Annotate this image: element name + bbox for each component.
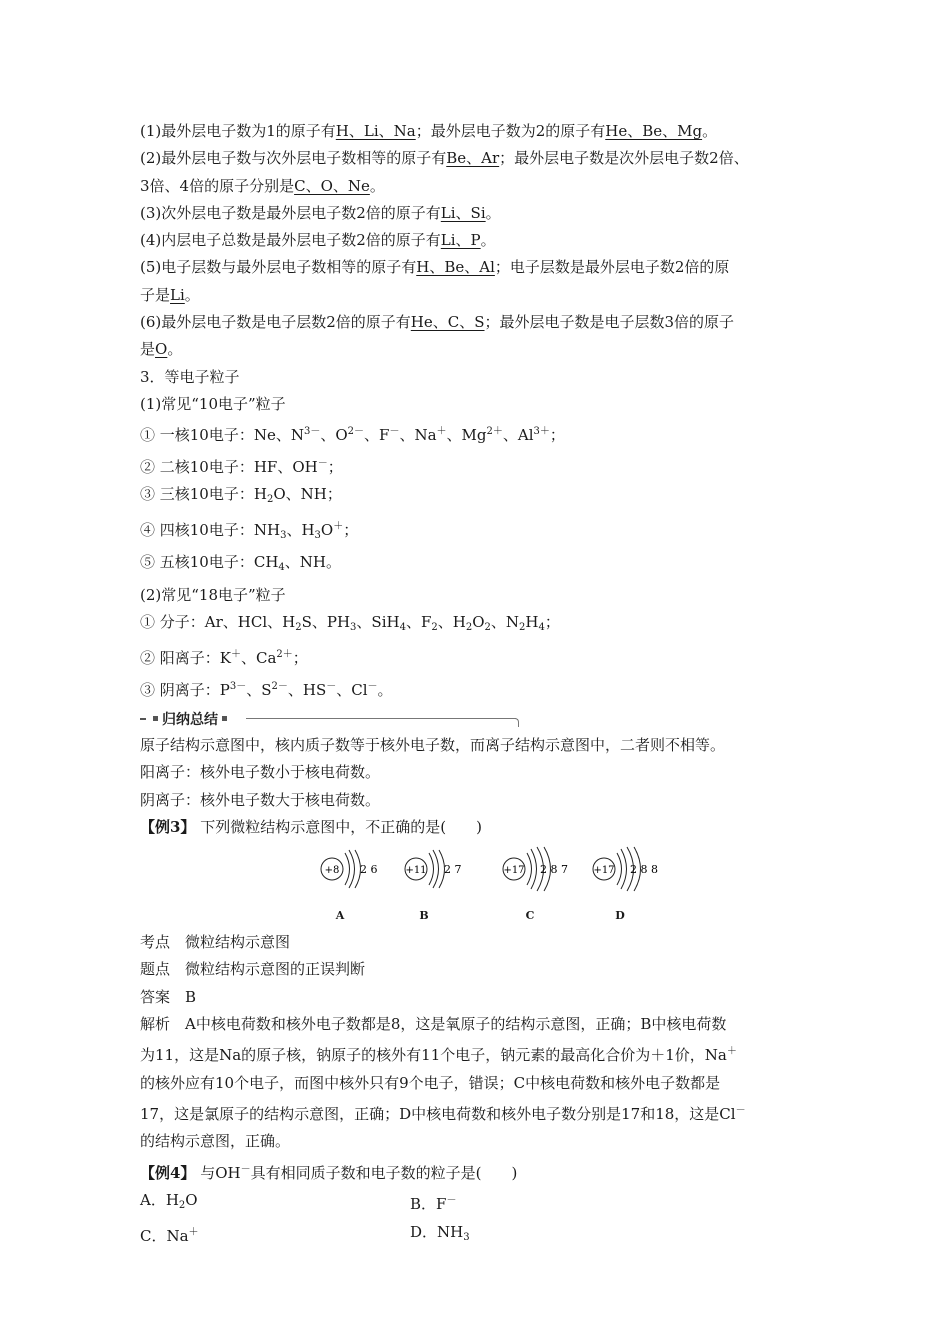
list-item: ⑤ 五核10电子：$CH_4$、NH。 (140, 553, 342, 574)
subheading-18e: (2)常见“18电子”粒子 (140, 585, 286, 604)
summary-header (140, 706, 830, 732)
rule-line-2: (2)最外层电子数与次外层电子数相等的原子有Be、Ar；最外层电子数是次外层电子数2倍、 (140, 149, 749, 168)
document-page (140, 118, 830, 1251)
answer-blank: Be、Ar (446, 149, 500, 168)
diagram-a (318, 845, 408, 929)
dash-decoration (140, 718, 146, 720)
rule-line-9: 是O。 (140, 340, 183, 359)
answer-blank: He、C、S (410, 313, 485, 332)
analysis-line: 的结构示意图，正确。 (140, 1132, 291, 1151)
svg-text:+11: +11 (405, 865, 427, 877)
diagram-label: C (525, 909, 535, 923)
example-4-question: 【例4】 与OH－具有相同质子数和电子数的粒子是( ) (140, 1163, 518, 1182)
diagram-c (500, 845, 590, 929)
square-decoration (222, 716, 227, 721)
structure-diagrams (140, 845, 830, 929)
kaodian-line: 考点 微粒结构示意图 (140, 933, 291, 952)
rule-line-8: (6)最外层电子数是电子层数2倍的原子有He、C、S；最外层电子数是电子层数3倍的原子 (140, 313, 735, 332)
list-item: ② 阳离子：K＋、$Ca^{2+}$； (140, 649, 308, 668)
square-decoration (153, 716, 158, 721)
example-tag: 【例4】 (140, 1163, 196, 1182)
rule-line-6: (5)电子层数与最外层电子数相等的原子有H、Be、Al；电子层数是最外层电子数2倍的原 (140, 258, 730, 277)
diagram-label: A (335, 909, 345, 923)
list-item: ① 一核10电子：Ne、$N^{3-}$、$O^{2-}$、F－、Na＋、$Mg^{2+}$、$Al^{3+}$； (140, 426, 565, 445)
atom-diagram-icon (318, 845, 408, 905)
answer-blank: Li、Si (440, 203, 486, 222)
option-b: B．F－ (410, 1194, 457, 1213)
list-item: ③ 阴离子：$P^{3-}$、$S^{2-}$、HS－、Cl－。 (140, 680, 393, 699)
svg-text:2 6: 2 6 (360, 863, 378, 877)
rule-line-1: (1)最外层电子数为1的原子有H、Li、Na；最外层电子数为2的原子有He、Be、Mg。 (140, 122, 718, 140)
header-rule-cap (514, 718, 519, 727)
svg-text:2 8 8: 2 8 8 (630, 863, 658, 877)
options-row (140, 1219, 830, 1251)
list-item: ② 二核10电子：HF、OH－； (140, 457, 343, 476)
answer-blank: Li (170, 285, 185, 304)
answer-blank: C、O、Ne (294, 176, 370, 195)
rule-line-4: (3)次外层电子数是最外层电子数2倍的原子有Li、Si。 (140, 203, 501, 222)
option-d: D．$NH_3$ (410, 1223, 470, 1244)
analysis-line: 解析 A中核电荷数和核外电子数都是8，这是氧原子的结构示意图，正确；B中核电荷数 (140, 1015, 727, 1034)
analysis-line: 17，这是氯原子的结构示意图，正确；D中核电荷数和核外电子数分别是17和18，这是Cl－ (140, 1104, 746, 1123)
tidian-line: 题点 微粒结构示意图的正误判断 (140, 960, 366, 979)
summary-title: 归纳总结 (162, 711, 218, 728)
answer-blank: H、Be、Al (416, 258, 495, 277)
atom-diagram-icon (590, 845, 680, 905)
summary-text: 阳离子：核外电子数小于核电荷数。 (140, 763, 381, 782)
svg-text:+17: +17 (503, 865, 525, 877)
rule-line-7: 子是Li。 (140, 285, 200, 304)
example-tag: 【例3】 (140, 817, 196, 836)
atom-diagram-icon (402, 845, 492, 905)
option-c: C．Na＋ (140, 1227, 199, 1246)
svg-text:+17: +17 (593, 865, 615, 877)
answer-blank: Li、P (440, 231, 481, 250)
section-heading: 3．等电子粒子 (140, 367, 240, 386)
header-rule (246, 718, 516, 719)
rule-line-3: 3倍、4倍的原子分别是C、O、Ne。 (140, 176, 385, 195)
answer-line: 答案 B (140, 987, 197, 1006)
option-a: A．$H_2O$ (140, 1190, 198, 1211)
atom-diagram-icon (500, 845, 590, 905)
analysis-line: 的核外应有10个电子，而图中核外只有9个电子，错误；C中核电荷数和核外电子数都是 (140, 1073, 721, 1092)
diagram-label: B (419, 909, 429, 923)
list-item: ① 分子：Ar、HCl、$H_2S$、$PH_3$、SiH$_4$、$F_2$、$H_2O_2$、$N_2H_4$； (140, 613, 560, 634)
answer-blank: O (155, 340, 168, 359)
subheading-10e: (1)常见“10电子”粒子 (140, 394, 286, 413)
analysis-line: 为11，这是Na的原子核，钠原子的核外有11个电子，钠元素的最高化合价为＋1价，Na＋ (140, 1046, 737, 1065)
summary-text: 阴离子：核外电子数大于核电荷数。 (140, 790, 381, 809)
diagram-b (402, 845, 492, 929)
options-row (140, 1187, 830, 1219)
diagram-label: D (615, 909, 625, 923)
answer-blank: H、Li、Na (335, 122, 416, 140)
summary-text: 原子结构示意图中，核内质子数等于核外电子数，而离子结构示意图中，二者则不相等。 (140, 735, 726, 754)
rule-line-5: (4)内层电子总数是最外层电子数2倍的原子有Li、P。 (140, 231, 496, 250)
svg-text:2 7: 2 7 (444, 863, 462, 877)
svg-text:2 8 7: 2 8 7 (540, 863, 568, 877)
diagram-d (590, 845, 680, 929)
svg-text:+8: +8 (324, 865, 340, 877)
example-3-question: 【例3】 下列微粒结构示意图中，不正确的是( ) (140, 817, 482, 836)
list-item: ④ 四核10电子：$NH_3$、$H_3O^+$； (140, 521, 359, 542)
list-item: ③ 三核10电子：$H_2O$、NH； (140, 484, 342, 505)
answer-blank: He、Be、Mg (605, 122, 703, 140)
